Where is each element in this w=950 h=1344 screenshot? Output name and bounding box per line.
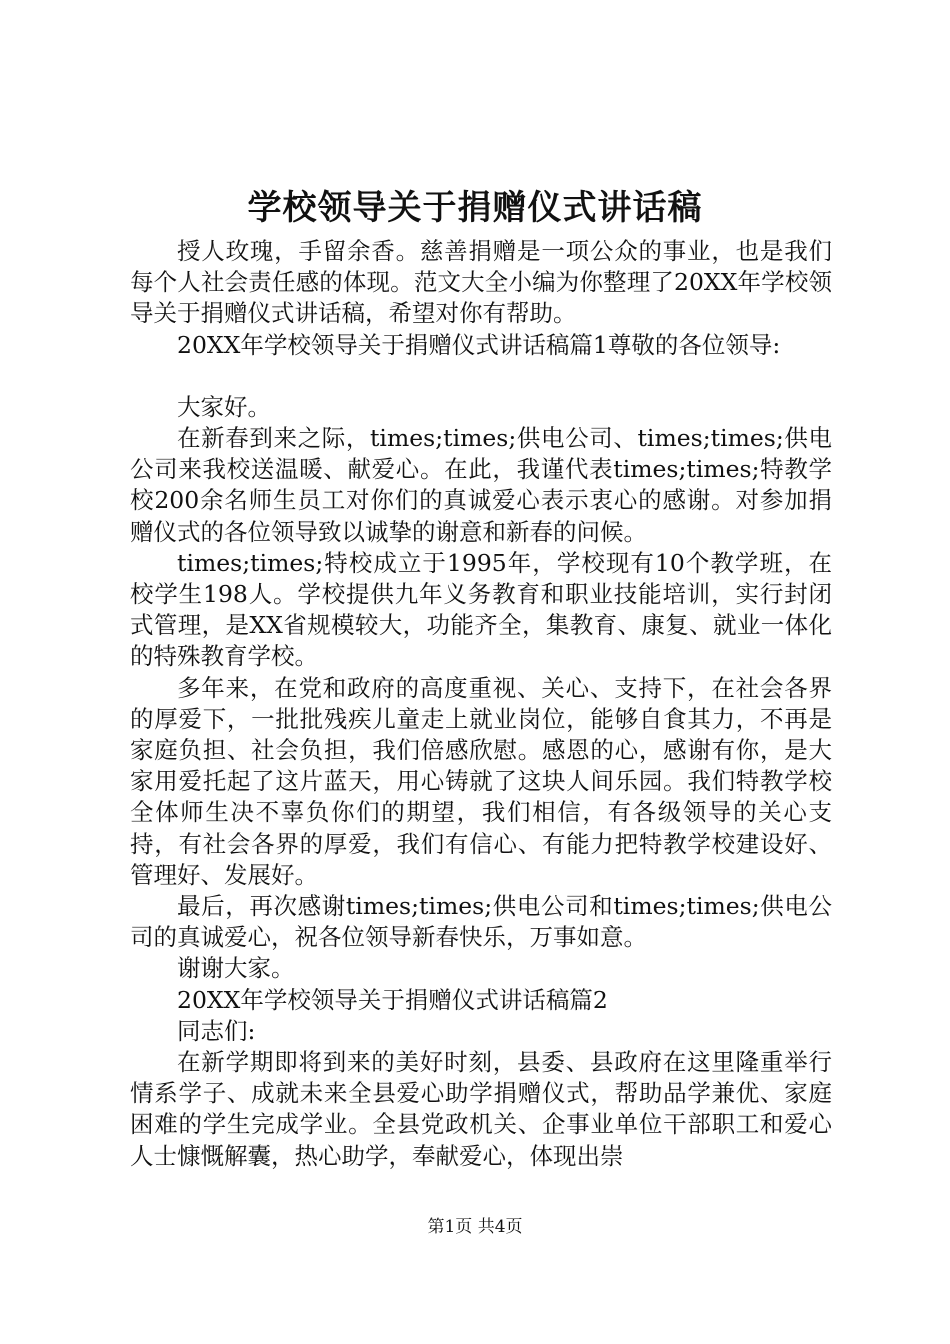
paragraph-closing: 最后，再次感谢times;times;供电公司和times;times;供电公司的真诚爱心，祝各位领导新春快乐，万事如意。 <box>130 892 832 952</box>
document-body <box>130 236 832 1172</box>
paragraph-heading-1: 20XX年学校领导关于捐赠仪式讲话稿篇1尊敬的各位领导: <box>177 330 781 359</box>
paragraph-salutation: 同志们: <box>177 1016 256 1045</box>
paragraph-speech-2: 在新学期即将到来的美好时刻，县委、县政府在这里隆重举行情系学子、成就未来全县爱心助学捐赠仪式，帮助品学兼优、家庭困难的学生完成学业。全县党政机关、企事业单位干部职工和爱心人士慷慨解囊，热心助学，奉献爱心，体现出崇 <box>130 1048 832 1170</box>
paragraph-thank-all: 谢谢大家。 <box>177 954 295 983</box>
paragraph-school-intro: times;times;特校成立于1995年，学校现有10个教学班，在校学生198人。学校提供九年义务教育和职业技能培训，实行封闭式管理，是XX省规模较大，功能齐全，集教育、康复、就业一体化的特殊教育学校。 <box>130 548 832 671</box>
paragraph-thanks: 在新春到来之际，times;times;供电公司、times;times;供电公司来我校送温暖、献爱心。在此，我谨代表times;times;特教学校200余名师生员工对你们的真诚爱心表示衷心的感谢。对参加捐赠仪式的各位领导致以诚挚的谢意和新春的问候。 <box>130 424 832 546</box>
paragraph-greeting: 大家好。 <box>177 392 271 421</box>
paragraph-heading-2: 20XX年学校领导关于捐赠仪式讲话稿篇2 <box>177 985 608 1014</box>
page-footer: 第1页 共4页 <box>427 1217 523 1237</box>
document-title: 学校领导关于捐赠仪式讲话稿 <box>247 188 703 228</box>
paragraph-intro: 授人玫瑰，手留余香。慈善捐赠是一项公众的事业，也是我们每个人社会责任感的体现。范文大全小编为你整理了20XX年学校领导关于捐赠仪式讲话稿，希望对你有帮助。 <box>130 237 832 328</box>
paragraph-gratitude: 多年来，在党和政府的高度重视、关心、支持下，在社会各界的厚爱下，一批批残疾儿童走上就业岗位，能够自食其力，不再是家庭负担、社会负担，我们倍感欣慰。感恩的心，感谢有你，是大家用爱托起了这片蓝天，用心铸就了这块人间乐园。我们特教学校全体师生决不辜负你们的期望，我们相信，有各级领导的关心支持，有社会各界的厚爱，我们有信心、有能力把特教学校建设好、管理好、发展好。 <box>130 673 832 889</box>
